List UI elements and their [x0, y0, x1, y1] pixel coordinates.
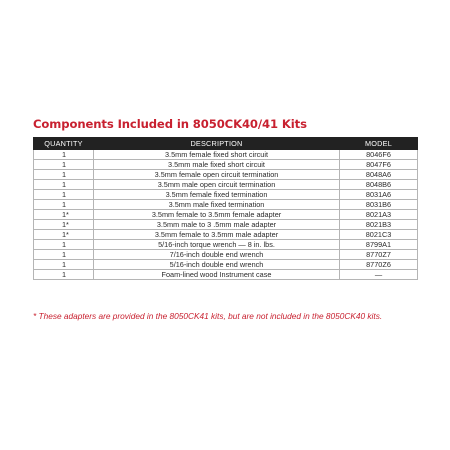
description-cell: 7/16-inch double end wrench [94, 250, 340, 260]
model-cell: 8048A6 [340, 170, 418, 180]
model-cell: 8046F6 [340, 150, 418, 160]
description-cell: 5/16-inch torque wrench — 8 in. lbs. [94, 240, 340, 250]
table-row [34, 150, 418, 160]
model-cell: 8770Z7 [340, 250, 418, 260]
column-header-quantity: QUANTITY [34, 138, 94, 150]
table-row [34, 180, 418, 190]
quantity-cell: 1 [34, 180, 94, 190]
table-row [34, 160, 418, 170]
components-table [33, 137, 418, 280]
model-cell: 8021B3 [340, 220, 418, 230]
quantity-cell: 1* [34, 210, 94, 220]
table-header-row [34, 138, 418, 150]
quantity-cell: 1 [34, 240, 94, 250]
description-cell: Foam-lined wood Instrument case [94, 270, 340, 280]
quantity-cell: 1* [34, 230, 94, 240]
quantity-cell: 1 [34, 200, 94, 210]
description-cell: 3.5mm female fixed short circuit [94, 150, 340, 160]
description-cell: 3.5mm male open circuit termination [94, 180, 340, 190]
model-cell: 8770Z6 [340, 260, 418, 270]
description-cell: 3.5mm female fixed termination [94, 190, 340, 200]
description-cell: 3.5mm male fixed short circuit [94, 160, 340, 170]
table-row [34, 210, 418, 220]
quantity-cell: 1 [34, 250, 94, 260]
quantity-cell: 1 [34, 260, 94, 270]
table-row [34, 190, 418, 200]
model-cell: 8021C3 [340, 230, 418, 240]
model-cell: 8799A1 [340, 240, 418, 250]
model-cell: 8048B6 [340, 180, 418, 190]
quantity-cell: 1 [34, 160, 94, 170]
quantity-cell: 1 [34, 170, 94, 180]
description-cell: 3.5mm female to 3.5mm female adapter [94, 210, 340, 220]
description-cell: 5/16-inch double end wrench [94, 260, 340, 270]
table-row [34, 240, 418, 250]
column-header-description: DESCRIPTION [94, 138, 340, 150]
table-row [34, 230, 418, 240]
model-cell: 8031A6 [340, 190, 418, 200]
table-row [34, 170, 418, 180]
model-cell: 8031B6 [340, 200, 418, 210]
quantity-cell: 1 [34, 270, 94, 280]
quantity-cell: 1* [34, 220, 94, 230]
table-body [34, 150, 418, 280]
quantity-cell: 1 [34, 190, 94, 200]
page-title: Components Included in 8050CK40/41 Kits [33, 117, 307, 131]
footnote: * These adapters are provided in the 8050CK41 kits, but are not included in the 8050CK40 kits. [33, 311, 383, 321]
table-row [34, 200, 418, 210]
description-cell: 3.5mm female open circuit termination [94, 170, 340, 180]
description-cell: 3.5mm male to 3 .5mm male adapter [94, 220, 340, 230]
description-cell: 3.5mm male fixed termination [94, 200, 340, 210]
table-row [34, 270, 418, 280]
model-cell: 8021A3 [340, 210, 418, 220]
column-header-model: MODEL [340, 138, 418, 150]
table-row [34, 250, 418, 260]
model-cell: — [340, 270, 418, 280]
table-row [34, 220, 418, 230]
table-row [34, 260, 418, 270]
model-cell: 8047F6 [340, 160, 418, 170]
description-cell: 3.5mm female to 3.5mm male adapter [94, 230, 340, 240]
quantity-cell: 1 [34, 150, 94, 160]
